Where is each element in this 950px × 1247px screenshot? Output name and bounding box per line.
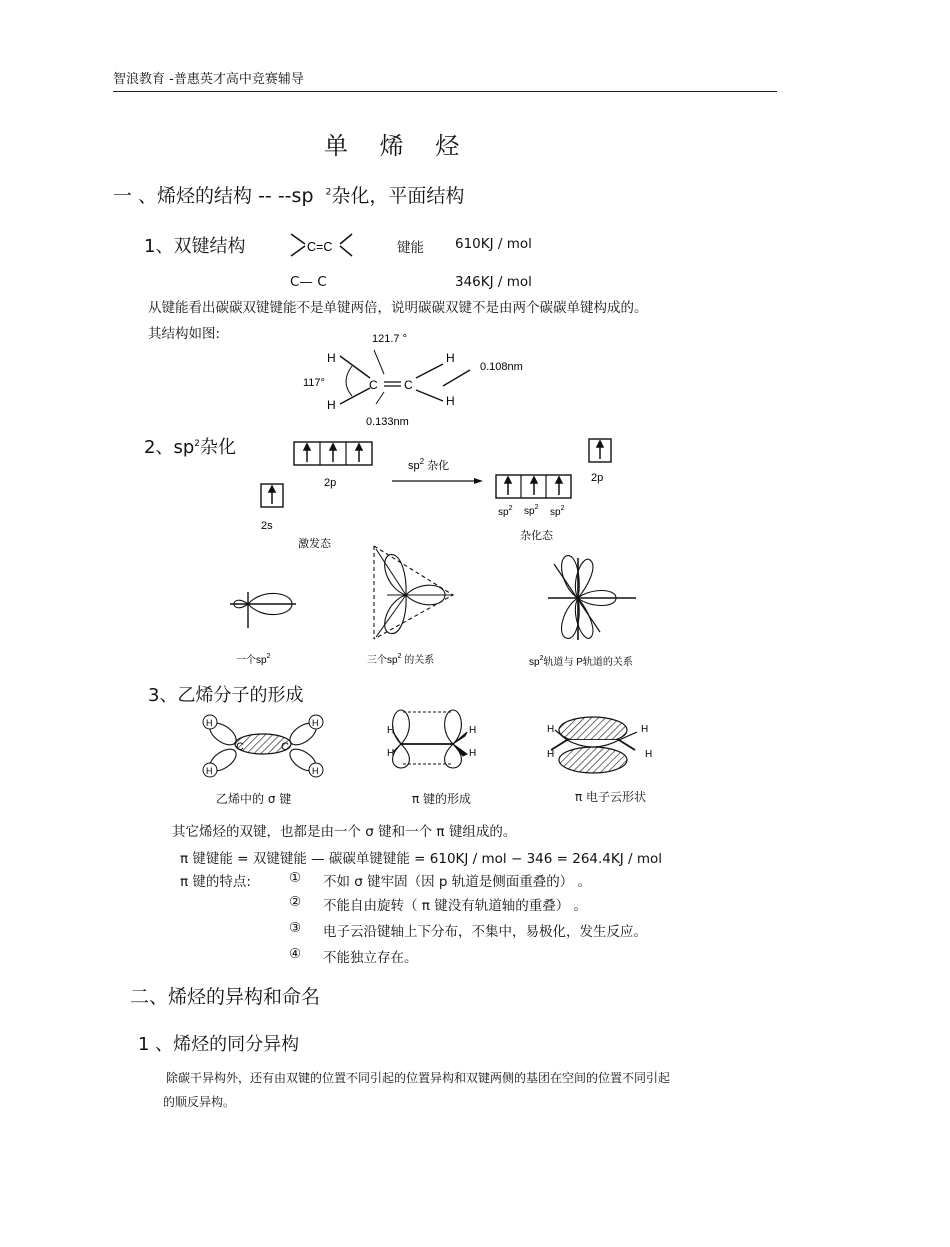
svg-text:H: H (547, 749, 555, 760)
hybridization-arrow (390, 454, 490, 489)
feature-text-2: 不能自由旋转（ π 键没有轨道轴的重叠） 。 (323, 898, 588, 914)
feature-text-4: 不能独立存在。 (323, 950, 418, 966)
svg-text:H: H (206, 766, 213, 776)
hybridized-state-diagram (494, 436, 619, 548)
svg-text:H: H (312, 766, 319, 776)
header-rule (113, 91, 777, 92)
svg-text:2p: 2p (591, 472, 604, 484)
svg-text:杂化态: 杂化态 (520, 530, 553, 542)
section2-paragraph-2: 的顺反异构。 (163, 1095, 236, 1109)
svg-text:H: H (469, 725, 477, 736)
note-line-2: 其结构如图: (148, 326, 221, 342)
feature-num-1: ① (289, 870, 302, 886)
orbital-shapes-figure (226, 540, 656, 675)
svg-text:2s: 2s (261, 520, 273, 532)
svg-text:H: H (327, 398, 336, 412)
sub2-heading: 2、$sp^2$杂化 (144, 437, 236, 458)
svg-text:C: C (404, 378, 413, 392)
feature-text-3: 电子云沿键轴上下分布，不集中，易极化，发生反应。 (323, 924, 647, 940)
svg-text:C: C (369, 378, 378, 392)
feature-num-4: ④ (289, 946, 302, 962)
svg-text:0.133nm: 0.133nm (366, 416, 409, 428)
svg-text:0.108nm: 0.108nm (480, 361, 523, 373)
svg-text:sp2 杂化: $sp^2$ 杂化 (408, 457, 450, 472)
sub3-heading: 3、乙烯分子的形成 (148, 685, 304, 706)
page-title: 单 烯 烃 (324, 132, 472, 160)
sub1-heading: 1、双键结构 (144, 236, 246, 257)
ethylene-geometry-figure (300, 328, 540, 433)
svg-text:121.7 °: 121.7 ° (372, 333, 407, 345)
svg-text:H: H (327, 351, 336, 365)
svg-text:H: H (387, 748, 395, 759)
svg-text:sp2轨道与 P轨道的关系: $sp^2$轨道与 P轨道的关系 (529, 655, 633, 668)
double-bond-formula (288, 230, 358, 262)
note-line-1: 从键能看出碳碳双键键能不是单键两倍，说明碳碳双键不是由两个碳碳单键构成的。 (148, 300, 648, 316)
pi-energy-equation: π 键键能 = 双键键能 — 碳碳单键键能 = 610KJ / mol − 346 = 264.4KJ / mol (180, 851, 663, 867)
svg-text:H: H (641, 724, 649, 735)
feature-num-2: ② (289, 894, 302, 910)
svg-text:一个sp2: 一个$sp^2$ (236, 653, 271, 666)
svg-text:三个sp2 的关系: 三个$sp^2$ 的关系 (367, 653, 435, 666)
energy-label: 键能 (397, 240, 424, 256)
svg-text:H: H (547, 724, 555, 735)
section2-paragraph-1: 除碳干异构外，还有由双键的位置不同引起的位置异构和双键两侧的基团在空间的位置不同引起 (166, 1071, 671, 1085)
svg-text:H: H (446, 394, 455, 408)
svg-text:H: H (645, 749, 653, 760)
double-bond-sentence: 其它烯烃的双键，也都是由一个 σ 键和一个 π 键组成的。 (172, 824, 517, 840)
energy-single: 346KJ / mol (455, 274, 532, 290)
section1-heading: 一 、烯烃的结构 -- --sp $^2$杂化，平面结构 (113, 185, 465, 207)
section2-sub1-heading: 1 、烯烃的同分异构 (138, 1034, 300, 1055)
svg-text:H: H (312, 718, 319, 728)
svg-text:2p: 2p (324, 477, 337, 489)
formula-single: C— C (290, 274, 327, 290)
svg-text:H: H (206, 718, 213, 728)
svg-text:117°: 117° (303, 377, 325, 389)
svg-text:激发态: 激发态 (298, 538, 331, 550)
svg-text:sp2: $sp^2$ (524, 504, 539, 517)
pi-features-label: π 键的特点: (180, 874, 251, 890)
svg-text:sp2: $sp^2$ (498, 505, 513, 518)
energy-double: 610KJ / mol (455, 236, 532, 252)
pi-cloud-caption: π 电子云形状 (575, 790, 647, 804)
svg-text:H: H (446, 351, 455, 365)
section2-heading: 二、烯烃的异构和命名 (130, 986, 321, 1008)
sigma-bond-caption: 乙烯中的 σ 键 (216, 792, 292, 806)
pi-bond-caption: π 键的形成 (412, 792, 472, 806)
page-header: 智浪教育 -普惠英才高中竞赛辅导 (113, 72, 304, 87)
svg-text:C: C (236, 741, 244, 753)
svg-text:C: C (281, 741, 289, 753)
svg-text:H: H (469, 748, 477, 759)
feature-text-1: 不如 σ 键牢固（因 p 轨道是侧面重叠的） 。 (323, 874, 592, 890)
svg-text:C=C: C=C (307, 240, 333, 254)
svg-text:H: H (387, 725, 395, 736)
svg-text:sp2: $sp^2$ (550, 505, 565, 518)
feature-num-3: ③ (289, 920, 302, 936)
